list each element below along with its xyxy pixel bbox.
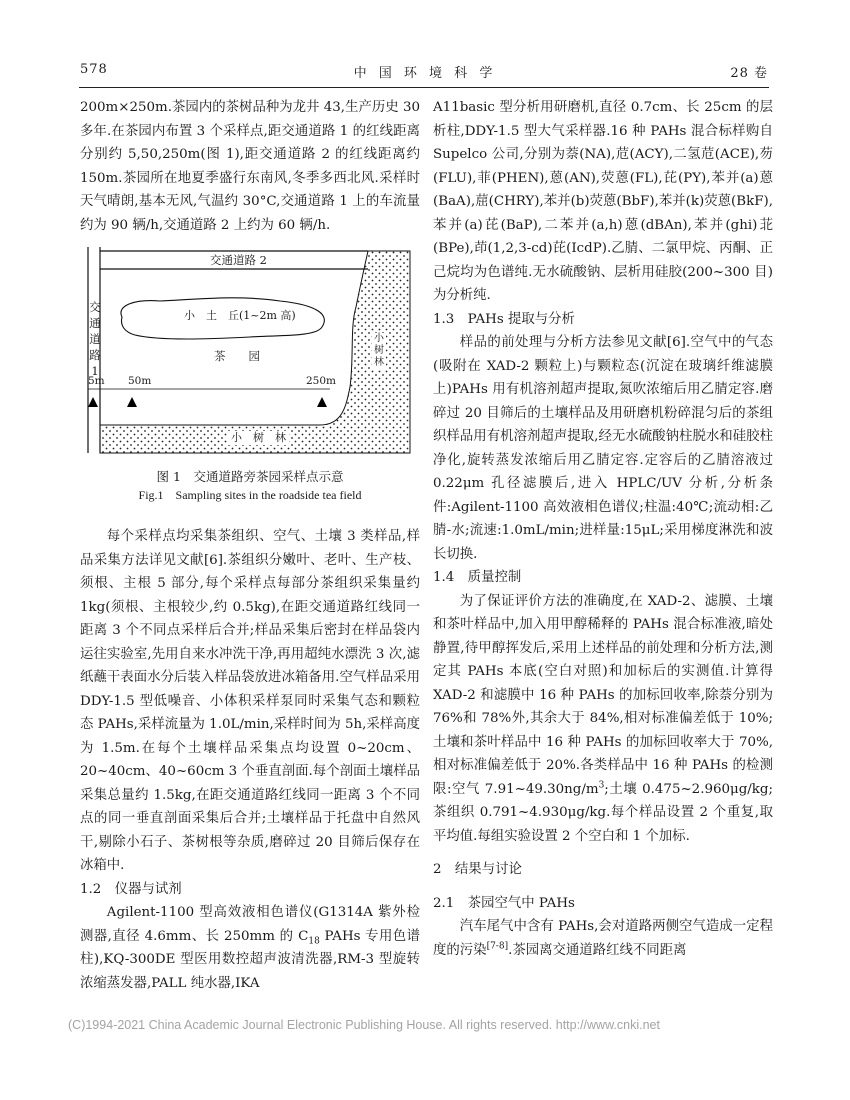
label-site-50m: 50m bbox=[128, 375, 152, 387]
instruments-paragraph bbox=[80, 901, 420, 995]
instruments-text-b: PAHs 专用色谱柱),KQ-300DE 型医用数控超声波清洗器,RM-3 型旋转浓缩蒸发器,PALL 纯水器,IKA bbox=[80, 928, 420, 991]
air-pahs-paragraph bbox=[433, 915, 773, 962]
qc-text-b: ;土壤 0.475~2.960μg/kg;茶组织 0.791~4.930μg/kg.每个样品设置 2 个重复,取平均值.每组实验设置 2 个空白和 1 个加标. bbox=[433, 781, 773, 844]
journal-title: 中 国 环 境 科 学 bbox=[353, 66, 497, 81]
figure-1 bbox=[80, 247, 420, 525]
c18-subscript: 18 bbox=[308, 936, 320, 947]
label-hill: 小 土 丘(1~2m 高) bbox=[184, 309, 296, 322]
label-road1-char: 路 bbox=[89, 348, 101, 362]
quality-control-paragraph bbox=[433, 590, 773, 849]
site-marker-250m bbox=[317, 397, 327, 407]
right-column bbox=[433, 96, 773, 962]
ref-superscript: [7-8] bbox=[486, 941, 509, 952]
label-road1 bbox=[89, 299, 101, 379]
site-marker-5m bbox=[88, 397, 98, 407]
sampling-paragraph: 每个采样点均采集茶组织、空气、土壤 3 类样品,样品采集方法详见文献[6].茶组织分嫩叶、老叶、生产枝、须根、主根 5 部分,每个采样点每部分茶组织采集量约 1kg(须根、主根较少,约 0.5kg),在距交通道路红线同一距离 3 个不同点采样后合并;样品采集后密封在样品袋内运往实验室,先用自来水冲洗干净,再用超纯水漂洗 3 次,滤纸蘸干表面水分后装入样品袋放进冰箱备用.空气样品采用 DDY-1.5 型低噪音、小体积采样泵同时采集气态和颗粒态 PAHs,采样流量为 1.0L/min,采样时间为 5h,采样高度为 1.5m.在每个土壤样品采集点均设置 0~20cm、20~40cm、40~60cm 3 个垂直剖面.每个剖面土壤样品采集总量约 1.5kg,在距交通道路红线同一距离 3 个不同点的同一垂直剖面采集后合并;土壤样品于托盘中自然风干,剔除小石子、茶树根等杂质,磨碎过 20 目筛后保存在冰箱中. bbox=[80, 529, 420, 873]
label-site-5m: 5m bbox=[88, 375, 105, 387]
label-woods-char: 林 bbox=[374, 357, 384, 368]
section-2-heading: 2 结果与讨论 bbox=[433, 862, 522, 877]
label-woods-char: 树 bbox=[374, 345, 384, 356]
label-road1-char: 交 bbox=[89, 300, 101, 314]
label-woods-char: 小 bbox=[374, 333, 384, 344]
label-road1-char: 通 bbox=[89, 316, 101, 330]
header-rule bbox=[79, 87, 769, 88]
figure-caption-cn: 图 1 交通道路旁茶园采样点示意 bbox=[156, 469, 344, 484]
label-road1-char: 1 bbox=[91, 364, 99, 378]
site-marker-50m bbox=[127, 397, 137, 407]
figure-caption-en: Fig.1 Sampling sites in the roadside tea field bbox=[138, 488, 362, 502]
section-1-3-heading: 1.3 PAHs 提取与分析 bbox=[433, 311, 575, 327]
reagents-paragraph: A11basic 型分析用研磨机,直径 0.7cm、长 25cm 的层析柱,DDY-1.5 型大气采样器.16 种 PAHs 混合标样购自 Supelco 公司,分别为萘(NA),苊(ACY),二氢苊(ACE),芴(FLU),菲(PHEN),蒽(AN),荧蒽(FL),芘(PY),苯并(a)蒽(BaA),䓛(CHRY),苯并(b)荧蒽(BbF),苯并(k)荧蒽(BkF),苯并(a)芘(BaP),二苯并(a,h)蒽(dBAn),苯并(ghi)苝(BPe),茚(1,2,3-cd)芘(IcdP).乙腈、二氯甲烷、丙酮、正己烷均为色谱纯.无水硫酸钠、层析用硅胶(200~300 目)为分析纯. bbox=[433, 100, 773, 303]
copyright-watermark: (C)1994-2021 China Academic Journal Electronic Publishing House. All rights reserved. http://www.cnki.net bbox=[68, 1018, 660, 1032]
site-description-paragraph: 200m×250m.茶园内的茶树品种为龙井 43,生产历史 30 多年.在茶园内布置 3 个采样点,距交通道路 1 的红线距离分别约 5,50,250m(图 1),距交通道路 2 的红线距离约 150m.茶园所在地夏季盛行东南风,冬季多西北风.采样时天气晴朗,基本无风,气温约 30°C,交通道路 1 上的车流量约为 90 辆/h,交通道路 2 上约为 60 辆/h. bbox=[80, 100, 420, 233]
label-tea-garden: 茶 园 bbox=[214, 349, 260, 363]
label-site-250m: 250m bbox=[306, 375, 336, 387]
label-woods-bottom: 小 树 林 bbox=[228, 431, 289, 445]
instruments-text-a: Agilent-1100 型高效液相色谱仪(G1314A 紫外检测器,直径 4.6mm、长 250mm 的 C bbox=[80, 905, 420, 944]
air-text-b: .茶园离交通道路红线不同距离 bbox=[508, 942, 687, 958]
extraction-paragraph: 样品的前处理与分析方法参见文献[6].空气中的气态(吸附在 XAD-2 颗粒上)与颗粒态(沉淀在玻璃纤维滤膜上)PAHs 用有机溶剂超声提取,氮吹浓缩后用乙腈定容.磨碎过 20 目筛后的土壤样品及用研磨机粉碎混匀后的茶组织样品用有机溶剂超声提取,经无水硫酸钠柱脱水和硅胶柱净化,旋转蒸发浓缩后用乙腈定容.定容后的乙腈溶液过 0.22μm 孔径滤膜后,进入 HPLC/UV 分析,分析条件:Agilent-1100 高效液相色谱仪;柱温:40℃;流动相:乙腈-水;流速:1.0mL/min;进样量:15μL;采用梯度淋洗和波长切换. bbox=[433, 335, 773, 562]
qc-text-a: 为了保证评价方法的准确度,在 XAD-2、滤膜、土壤和茶叶样品中,加入用甲醇稀释的 PAHs 混合标准液,暗处静置,待甲醇挥发后,采用上述样品的前处理和分析方法,测定其 PAHs 本底(空白对照)和加标后的实测值.计算得 XAD-2 和滤膜中 16 种 PAHs 的加标回收率,除萘分别为 76%和 78%外,其余大于 84%,相对标准偏差低于 10%;土壤和茶叶样品中 16 种 PAHs 的加标回收率大于 70%,相对标准偏差低于 20%.各类样品中 16 种 PAHs 的检测限:空气 7.91~49.30ng/m bbox=[433, 593, 773, 797]
air-text-a: 汽车尾气中含有 PAHs,会对道路两侧空气造成一定程度的污染 bbox=[433, 919, 773, 958]
page-number: 578 bbox=[80, 62, 108, 77]
label-road1-char: 道 bbox=[89, 332, 101, 346]
label-woods-right bbox=[372, 333, 386, 369]
label-road2: 交通道路 2 bbox=[210, 253, 267, 267]
section-1-4-heading: 1.4 质量控制 bbox=[433, 570, 522, 585]
section-1-2-heading: 1.2 仪器与试剂 bbox=[80, 881, 182, 897]
section-2-1-heading: 2.1 茶园空气中 PAHs bbox=[433, 895, 575, 911]
volume-label: 28 卷 bbox=[730, 66, 768, 81]
left-column bbox=[80, 96, 420, 995]
m3-superscript: 3 bbox=[598, 780, 605, 791]
